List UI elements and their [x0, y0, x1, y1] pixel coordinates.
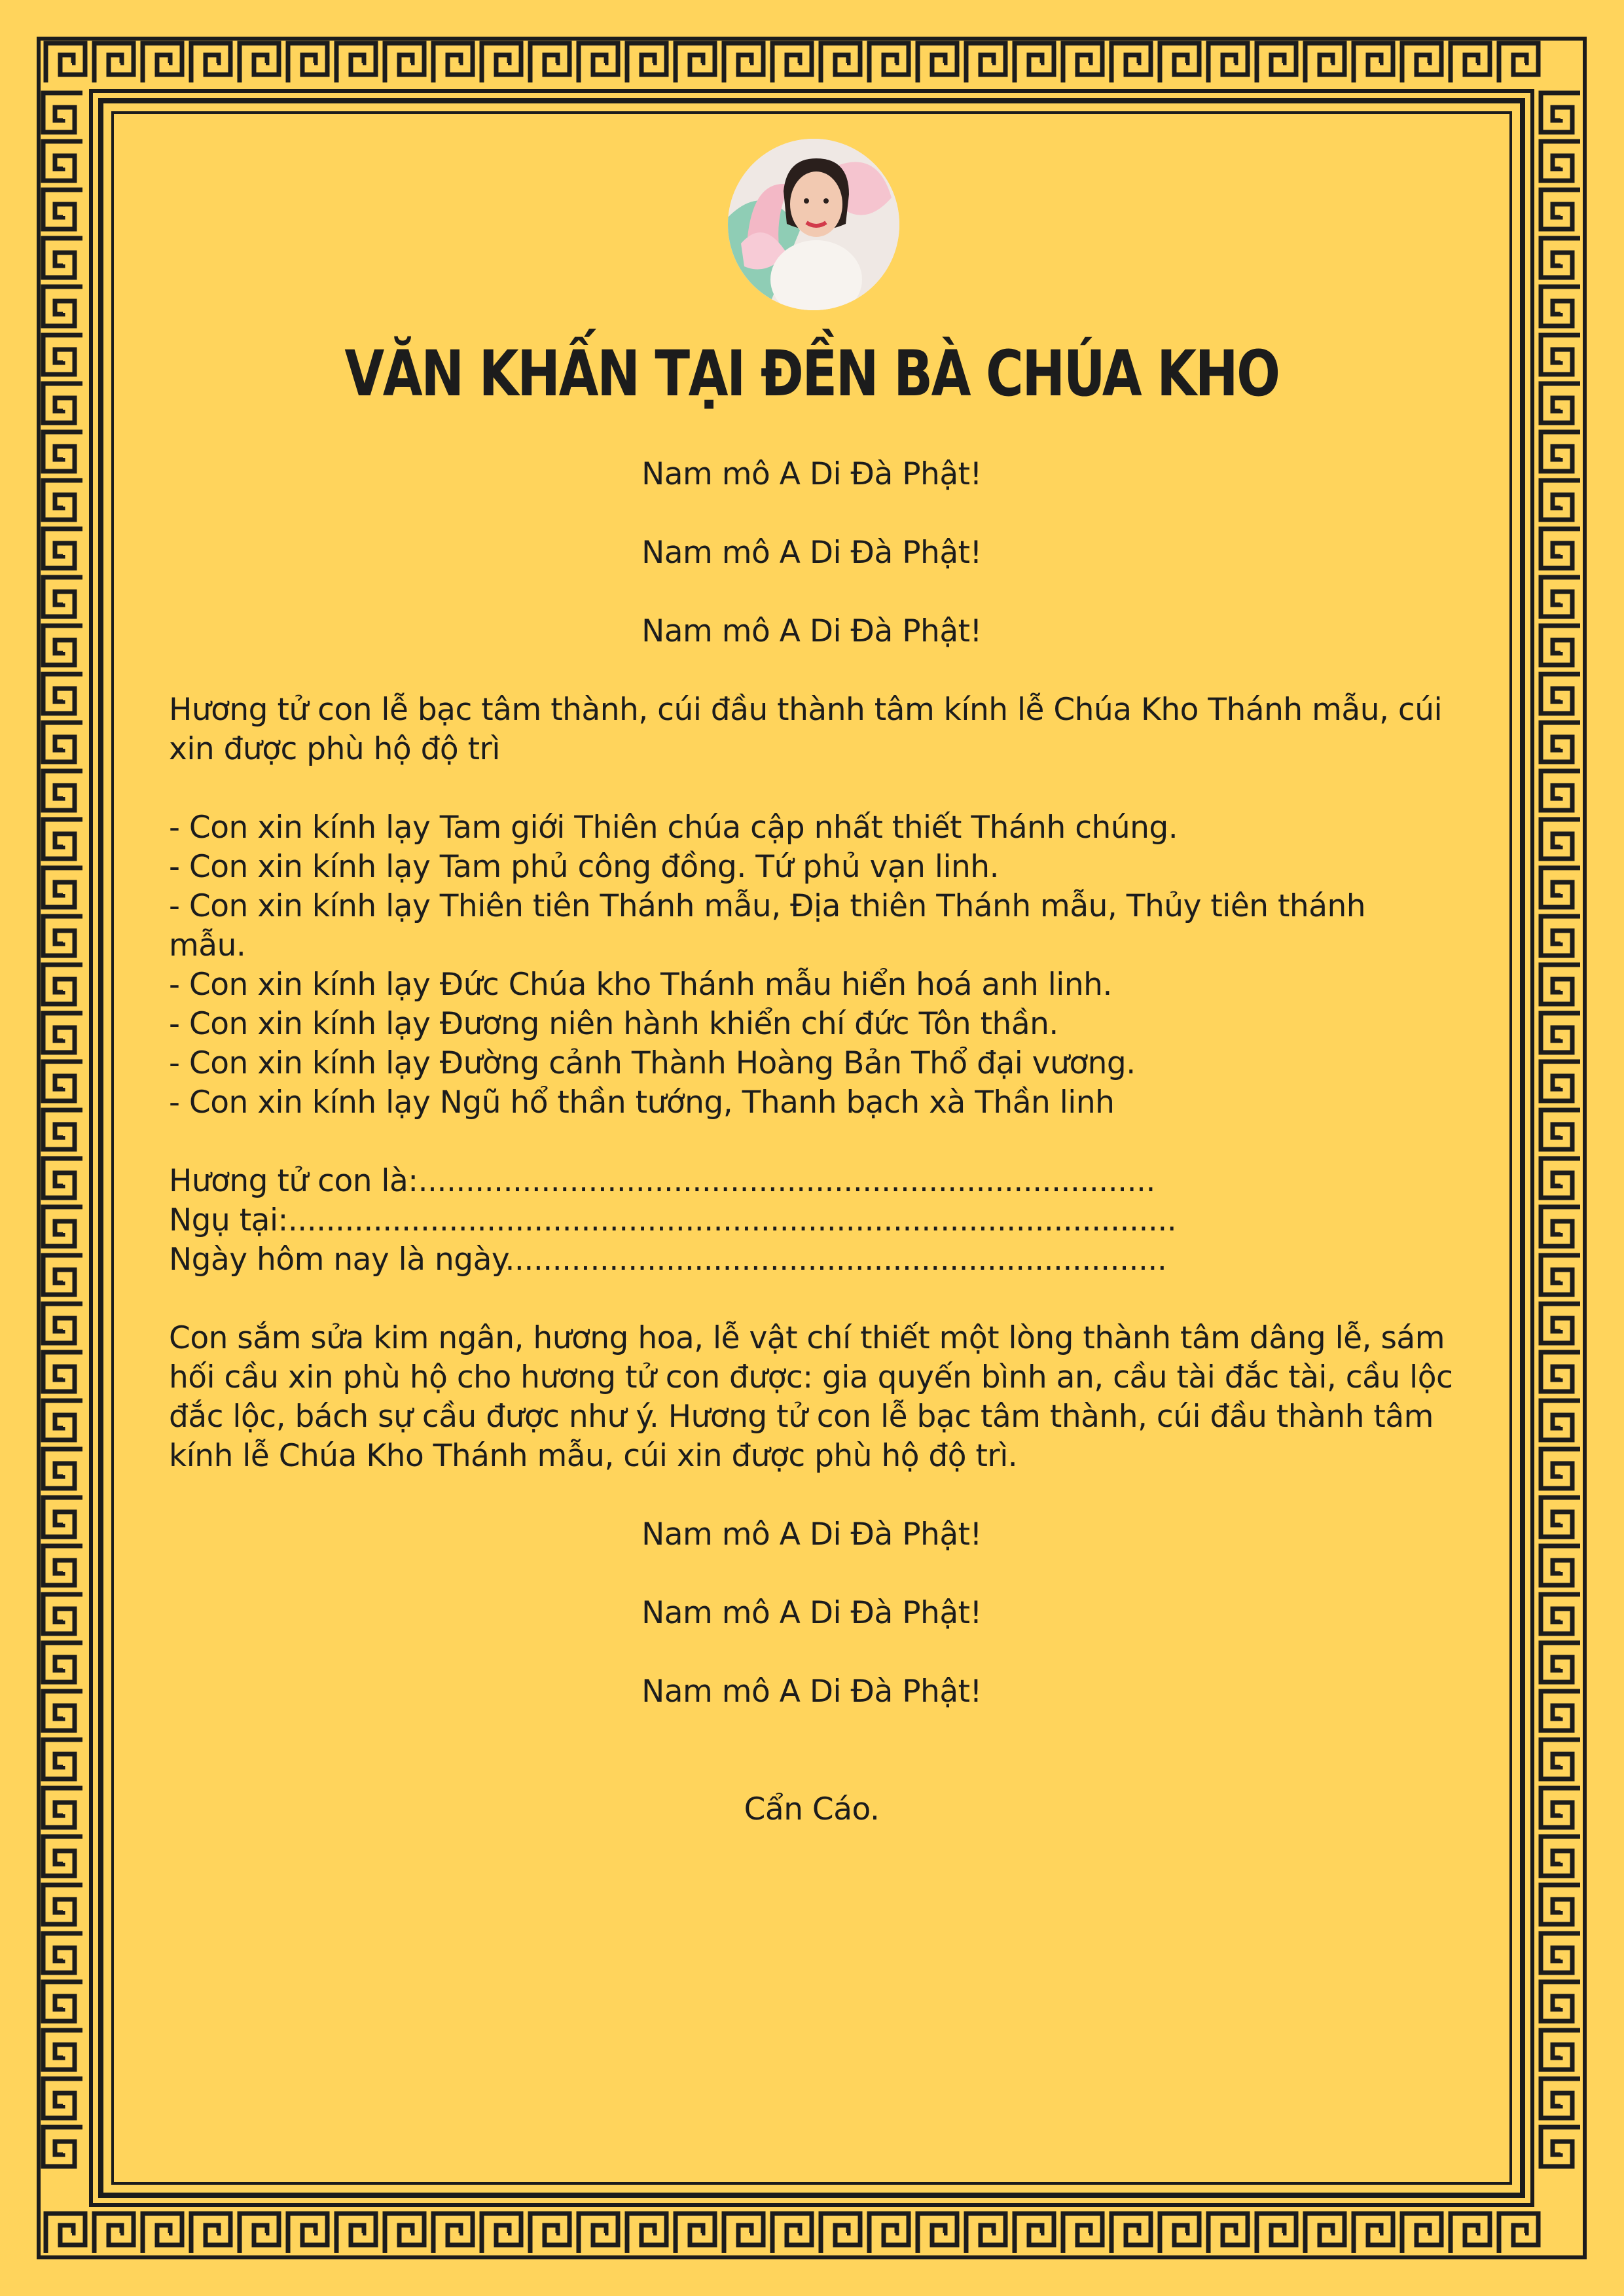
page-title: VĂN KHẤN TẠI ĐỀN BÀ CHÚA KHO: [344, 337, 1279, 410]
invocation-line: - Con xin kính lạy Tam giới Thiên chúa cập nhất thiết Thánh chúng.: [169, 810, 1178, 846]
invocation-line: - Con xin kính lạy Thiên tiên Thánh mẫu, Địa thiên Thánh mẫu, Thủy tiên thánh mẫu.: [169, 888, 1366, 963]
fill-in-fields: [169, 1162, 1478, 1280]
chant-line: Nam mô A Di Đà Phật!: [641, 535, 982, 571]
invocation-list: [169, 808, 1478, 1122]
author-avatar: [728, 139, 899, 310]
woman-portrait-icon: [728, 139, 899, 310]
invocation-line: - Con xin kính lạy Đức Chúa kho Thánh mẫu hiển hoá anh linh.: [169, 967, 1112, 1003]
chant-line: Nam mô A Di Đà Phật!: [641, 456, 982, 492]
chant-line: Nam mô A Di Đà Phật!: [641, 1595, 982, 1631]
closing-chants: [169, 1515, 1478, 1712]
offering-paragraph: Con sắm sửa kim ngân, hương hoa, lễ vật chí thiết một lòng thành tâm dâng lễ, sám hối cầu xin phù hộ cho hương tử con được: gia quyến bình an, cầu tài đắc tài, cầu lộc đắc lộc, bách sự cầu được như ý. Hương tử con lễ bạc tâm thành, cúi đầu thành tâm kính lễ Chúa Kho Thánh mẫu, cúi xin được phù hộ độ trì.: [169, 1320, 1453, 1474]
opening-chants: [169, 455, 1478, 651]
date-field: Ngày hôm nay là ngày......................................................................: [169, 1242, 1167, 1278]
address-field: Ngụ tại:..............................................................................................: [169, 1202, 1177, 1238]
invocation-line: - Con xin kính lạy Tam phủ công đồng. Tứ phủ vạn linh.: [169, 849, 1000, 885]
intro-paragraph: Hương tử con lễ bạc tâm thành, cúi đầu thành tâm kính lễ Chúa Kho Thánh mẫu, cúi xin được phù hộ độ trì: [169, 692, 1443, 767]
signoff: Cẩn Cáo.: [744, 1791, 880, 1827]
prayer-body: [169, 455, 1478, 1829]
invocation-line: - Con xin kính lạy Đương niên hành khiển chí đức Tôn thần.: [169, 1006, 1058, 1042]
invocation-line: - Con xin kính lạy Đường cảnh Thành Hoàng Bản Thổ đại vương.: [169, 1045, 1136, 1081]
invocation-line: - Con xin kính lạy Ngũ hổ thần tướng, Thanh bạch xà Thần linh: [169, 1085, 1115, 1121]
chant-line: Nam mô A Di Đà Phật!: [641, 1516, 982, 1552]
chant-line: Nam mô A Di Đà Phật!: [641, 613, 982, 649]
chant-line: Nam mô A Di Đà Phật!: [641, 1674, 982, 1710]
devotee-name-field: Hương tử con là:..............................................................................: [169, 1163, 1155, 1199]
